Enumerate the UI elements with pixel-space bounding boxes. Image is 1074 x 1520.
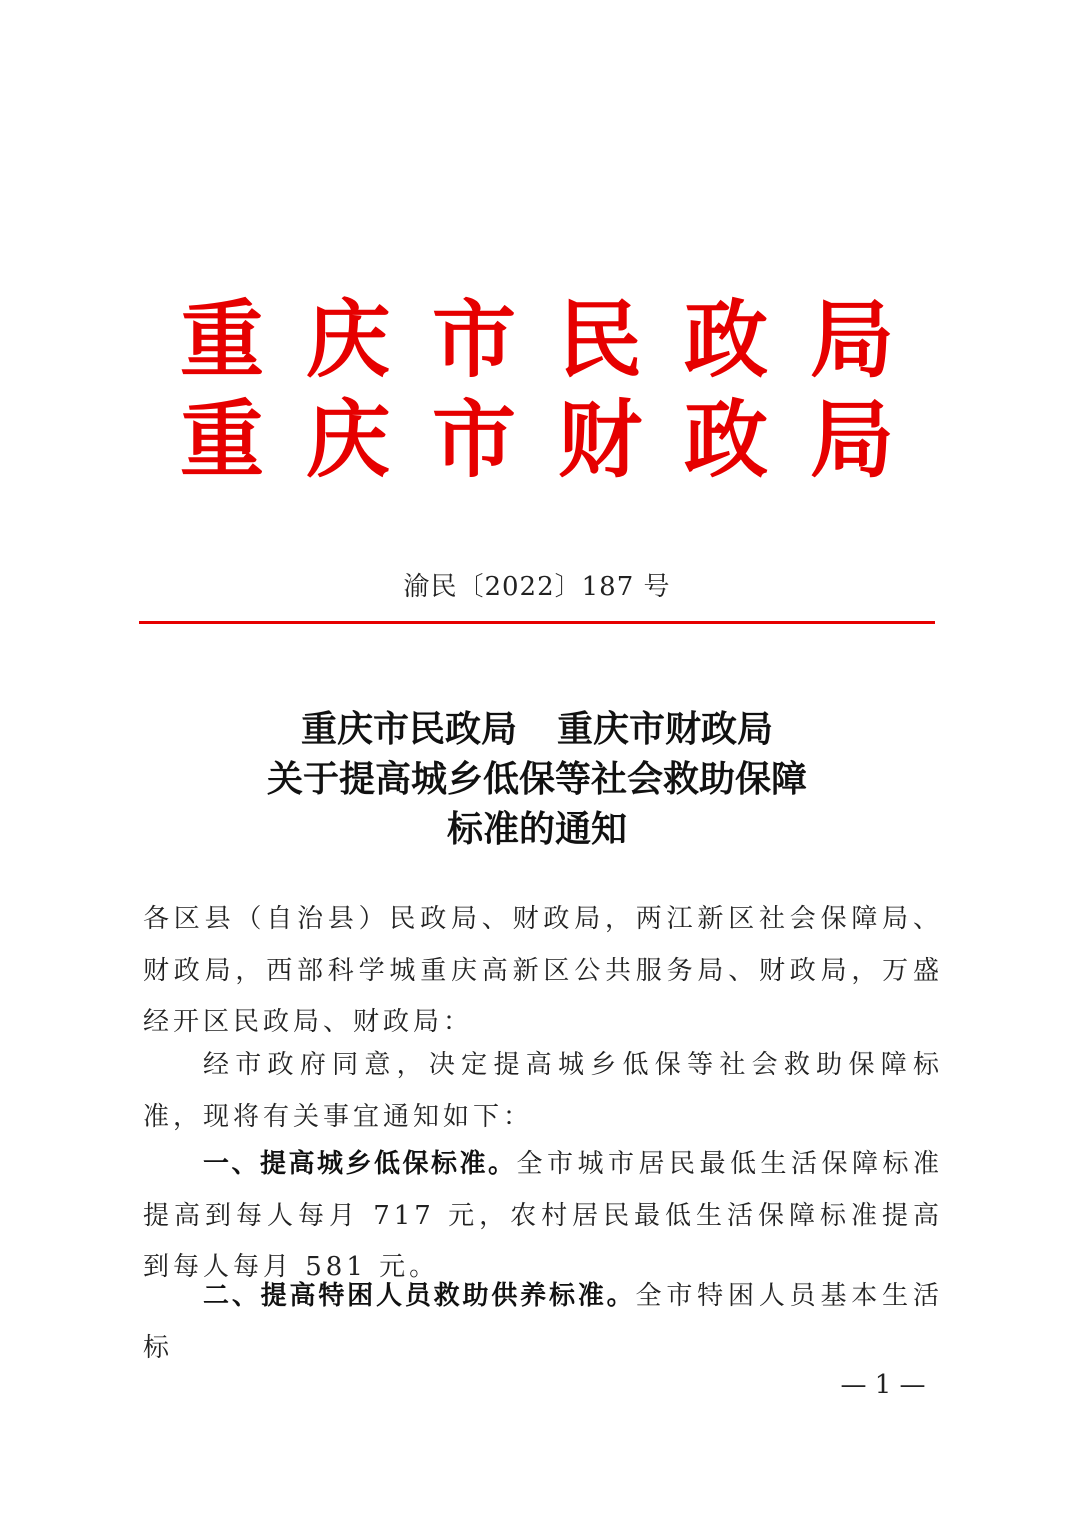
item-2-heading: 二、提高特困人员救助供养标准。: [203, 1281, 636, 1311]
item-2-paragraph: [143, 1271, 943, 1374]
page-number: — 1 —: [840, 1370, 926, 1400]
masthead-line-finance: 重庆市财政局: [179, 390, 936, 489]
item-1-heading: 一、提高城乡低保标准。: [203, 1149, 517, 1179]
addressees-text: 各区县（自治县）民政局、财政局，两江新区社会保障局、财政局，西部科学城重庆高新区公共服务局、财政局，万盛经开区民政局、财政局：: [143, 904, 943, 1037]
masthead-line-civil-affairs: 重庆市民政局: [179, 290, 936, 389]
addressees-paragraph: [143, 894, 943, 1049]
intro-text: 经市政府同意，决定提高城乡低保等社会救助保障标准，现将有关事宜通知如下：: [143, 1050, 943, 1132]
title-line-2: 关于提高城乡低保等社会救助保障: [266, 758, 807, 800]
item-1-text: 全市城市居民最低生活保障标准提高到每人每月 717 元，农村居民最低生活保障标准提高到每人每月 581 元。: [143, 1149, 943, 1282]
red-divider-line: [139, 621, 935, 624]
title-issuer-civil-affairs: 重庆市民政局: [300, 708, 517, 750]
title-line-3: 标准的通知: [446, 808, 627, 850]
document-number: 渝民〔2022〕187 号: [403, 572, 671, 602]
title-issuer-finance: 重庆市财政局: [557, 708, 774, 750]
title-line-1: [0, 708, 1074, 750]
intro-paragraph: [143, 1040, 943, 1143]
item-2-text: 全市特困人员基本生活标: [143, 1281, 943, 1363]
